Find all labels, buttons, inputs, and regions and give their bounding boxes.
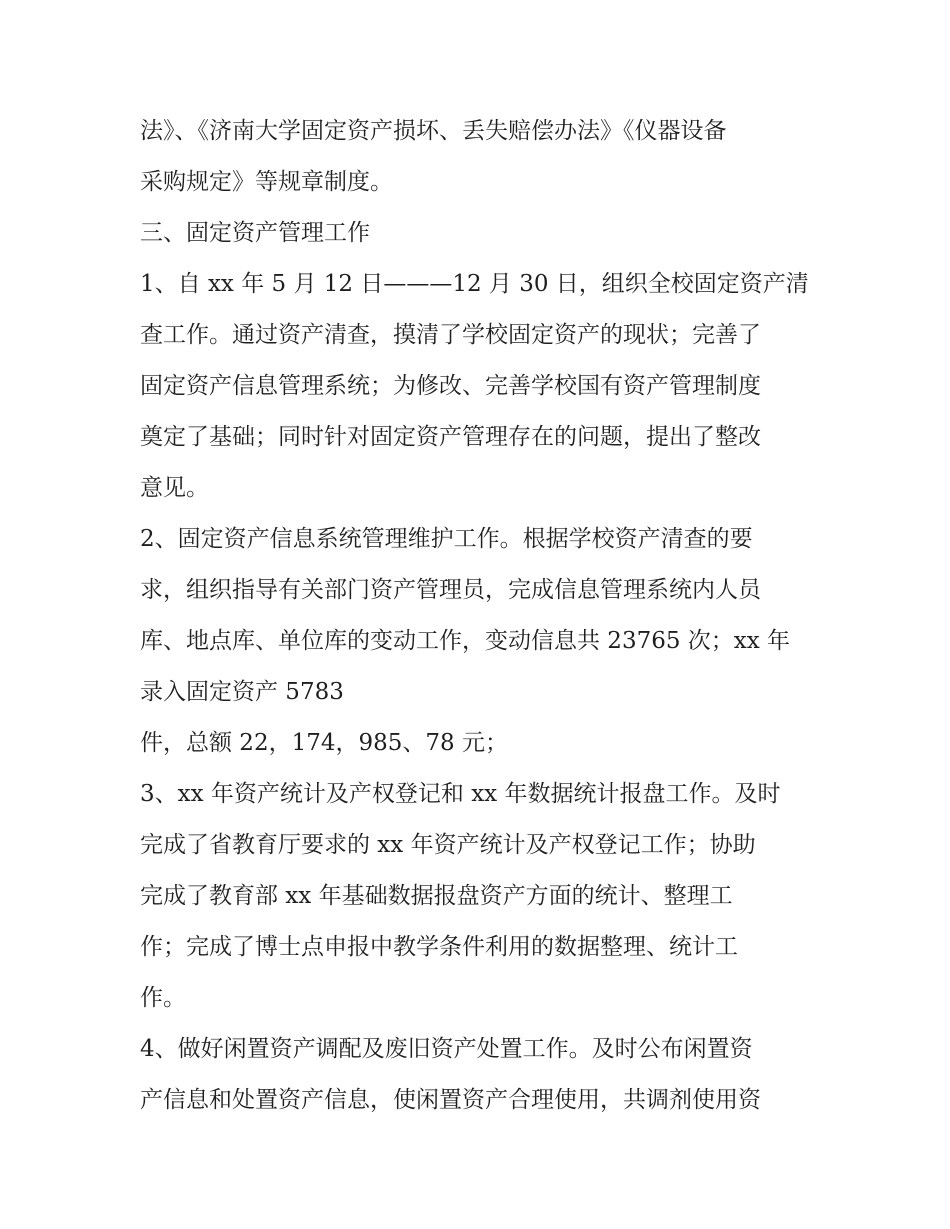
text-line: 完成了省教育厅要求的 xx 年资产统计及产权登记工作；协助 xyxy=(140,832,756,858)
section-heading: 三、固定资产管理工作 xyxy=(140,220,370,246)
text-line: 完成了教育部 xx 年基础数据报盘资产方面的统计、整理工 xyxy=(140,883,733,909)
text-line: 1、自 xx 年 5 月 12 日———12 月 30 日，组织全校固定资产清 xyxy=(140,271,809,297)
document-body xyxy=(140,106,820,1126)
text-line: 查工作。通过资产清查，摸清了学校固定资产的现状；完善了 xyxy=(140,322,761,348)
text-line: 产信息和处置资产信息，使闲置资产合理使用，共调剂使用资 xyxy=(140,1087,761,1113)
text-line: 录入固定资产 5783 xyxy=(140,679,344,705)
text-line: 作；完成了博士点申报中教学条件利用的数据整理、统计工 xyxy=(140,934,738,960)
text-line: 2、固定资产信息系统管理维护工作。根据学校资产清查的要 xyxy=(140,526,753,552)
text-line: 库、地点库、单位库的变动工作，变动信息共 23765 次；xx 年 xyxy=(140,628,791,654)
text-line: 4、做好闲置资产调配及废旧资产处置工作。及时公布闲置资 xyxy=(140,1036,753,1062)
text-line: 采购规定》等规章制度。 xyxy=(140,169,393,195)
text-line: 奠定了基础；同时针对固定资产管理存在的问题，提出了整改 xyxy=(140,424,761,450)
text-line: 求，组织指导有关部门资产管理员，完成信息管理系统内人员 xyxy=(140,577,761,603)
text-line: 件，总额 22，174，985、78 元； xyxy=(140,730,508,756)
text-line: 意见。 xyxy=(140,475,209,501)
text-line: 作。 xyxy=(140,985,186,1011)
text-line: 固定资产信息管理系统；为修改、完善学校国有资产管理制度 xyxy=(140,373,761,399)
text-line: 法》、《济南大学固定资产损坏、丢失赔偿办法》《仪器设备 xyxy=(140,118,727,144)
text-line: 3、xx 年资产统计及产权登记和 xx 年数据统计报盘工作。及时 xyxy=(140,781,781,807)
